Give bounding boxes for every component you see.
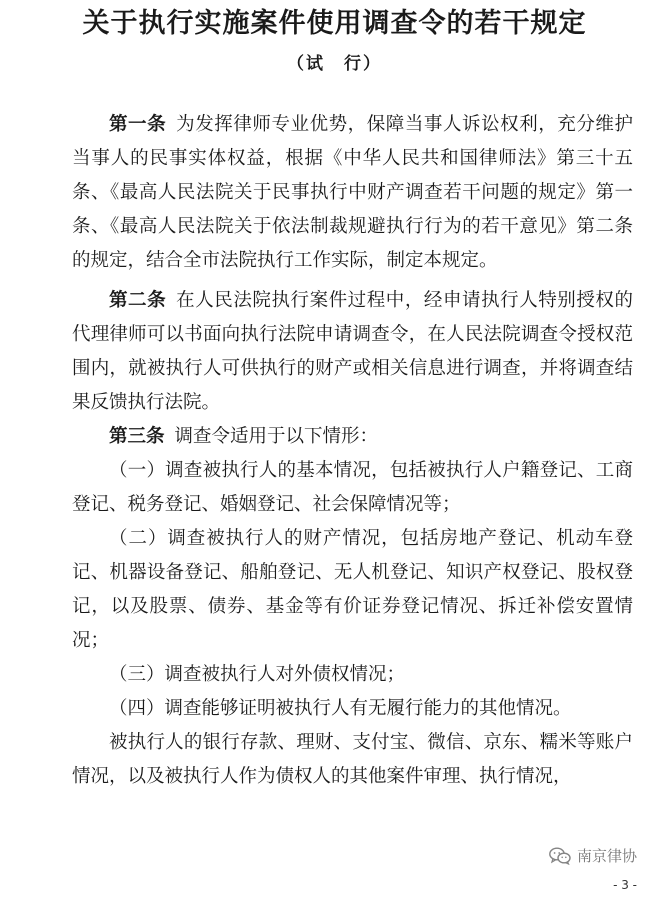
list-item-1: （一）调查被执行人的基本情况，包括被执行人户籍登记、工商登记、税务登记、婚姻登记、社会保障情况等； (72, 460, 633, 515)
watermark (549, 845, 637, 866)
list-item-3: （三）调查被执行人对外债权情况； (109, 664, 406, 685)
wechat-icon (549, 847, 571, 865)
document-subtitle: （试 行） (287, 54, 382, 74)
article-2-text: 在人民法院执行案件过程中，经申请执行人特别授权的代理律师可以书面向执行法院申请调查令，在人民法院调查令授权范围内，就被执行人可供执行的财产或相关信息进行调查，并将调查结果反馈执行法院。 (72, 290, 633, 413)
article-1 (72, 108, 633, 278)
article-1-text: 为发挥律师专业优势，保障当事人诉讼权利，充分维护当事人的民事实体权益，根据《中华人民共和国律师法》第三十五条、《最高人民法院关于民事执行中财产调查若干问题的规定》第一条、《最高人民法院关于依法制裁规避执行行为的若干意见》第二条的规定，结合全市法院执行工作实际，制定本规定。 (72, 114, 633, 271)
article-1-label: 第一条 (109, 114, 167, 135)
article-2 (72, 284, 633, 420)
list-item-4: （四）调查能够证明被执行人有无履行能力的其他情况。 (109, 698, 572, 719)
article-2-label: 第二条 (109, 290, 167, 311)
article-3 (72, 420, 633, 454)
closing-paragraph: 被执行人的银行存款、理财、支付宝、微信、京东、糯米等账户情况，以及被执行人作为债权人的其他案件审理、执行情况， (72, 732, 633, 787)
watermark-text: 南京律协 (576, 847, 637, 865)
document-title: 关于执行实施案件使用调查令的若干规定 (82, 8, 587, 39)
article-3-label: 第三条 (109, 426, 165, 447)
article-3-text: 调查令适用于以下情形： (174, 426, 379, 447)
list-item-2: （二）调查被执行人的财产情况，包括房地产登记、机动车登记、机器设备登记、船舶登记、无人机登记、知识产权登记、股权登记，以及股票、债券、基金等有价证券登记情况、拆迁补偿安置情况； (72, 528, 633, 651)
page-number: - 3 - (613, 878, 637, 892)
